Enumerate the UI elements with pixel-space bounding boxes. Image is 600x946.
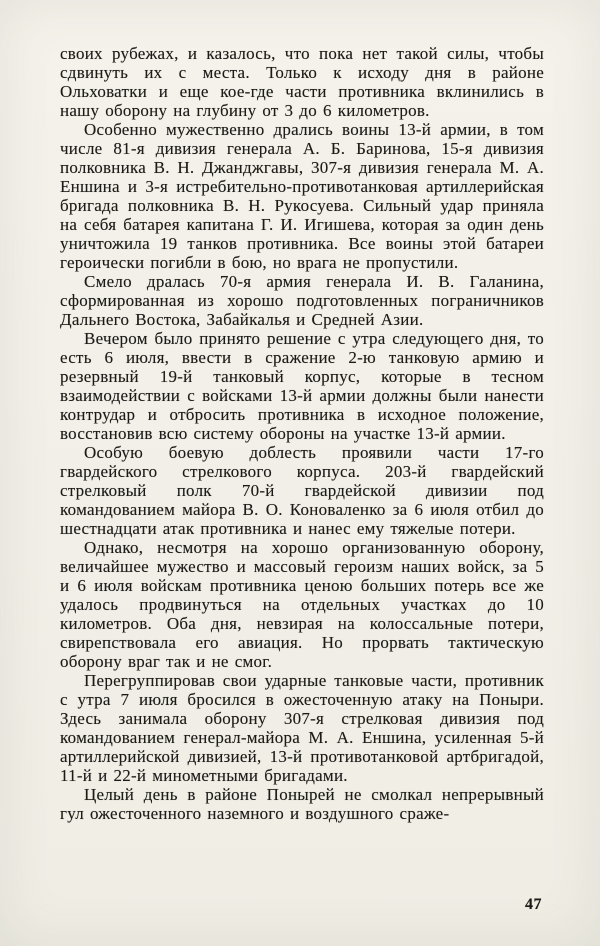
body-text	[60, 44, 544, 823]
paragraph: Однако, несмотря на хорошо организованную оборону, величайшее мужество и массовый героизм наших войск, за 5 и 6 июля войскам противника ценою больших потерь все же удалось продвинуться на отдельных участках до 10 километров. Оба дня, невзирая на колоссальные потери, свирепствовала его авиация. Но прорвать тактическую оборону враг так и не смог.	[60, 538, 544, 671]
paragraph: Перегруппировав свои ударные танковые части, противник с утра 7 июля бросился в ожесточенную атаку на Поныри. Здесь занимала оборону 307-я стрелковая дивизия под командованием генерал-майора М. А. Еншина, усиленная 5-й артиллерийской дивизией, 13-й противотанковой артбригадой, 11-й и 22-й минометными бригадами.	[60, 671, 544, 785]
paragraph: Целый день в районе Понырей не смолкал непрерывный гул ожесточенного наземного и воздушного сраже-	[60, 785, 544, 823]
paragraph: Особую боевую доблесть проявили части 17-го гвардейского стрелкового корпуса. 203-й гвардейский стрелковый полк 70-й гвардейской дивизии под командованием майора В. О. Коноваленко за 6 июля отбил до шестнадцати атак противника и нанес ему тяжелые потери.	[60, 443, 544, 538]
page-number: 47	[525, 896, 542, 913]
paragraph: Особенно мужественно дрались воины 13-й армии, в том числе 81-я дивизия генерала А. Б. Баринова, 15-я дивизия полковника В. Н. Джанджгавы, 307-я дивизия генерала М. А. Еншина и 3-я истребительно-противотанковая артиллерийская бригада полковника В. Н. Рукосуева. Сильный удар приняла на себя батарея капитана Г. И. Игишева, которая за один день уничтожила 19 танков противника. Все воины этой батареи героически погибли в бою, но врага не пропустили.	[60, 120, 544, 272]
paragraph-continuation: своих рубежах, и казалось, что пока нет такой силы, чтобы сдвинуть их с места. Только к исходу дня в районе Ольховатки и еще кое-где части противника вклинились в нашу оборону на глубину от 3 до 6 километров.	[60, 44, 544, 120]
paragraph: Смело дралась 70-я армия генерала И. В. Галанина, сформированная из хорошо подготовленных пограничников Дальнего Востока, Забайкалья и Средней Азии.	[60, 272, 544, 329]
paragraph: Вечером было принято решение с утра следующего дня, то есть 6 июля, ввести в сражение 2-ю танковую армию и резервный 19-й танковый корпус, которые в тесном взаимодействии с войсками 13-й армии должны были нанести контрудар и отбросить противника в исходное положение, восстановив всю систему обороны на участке 13-й армии.	[60, 329, 544, 443]
